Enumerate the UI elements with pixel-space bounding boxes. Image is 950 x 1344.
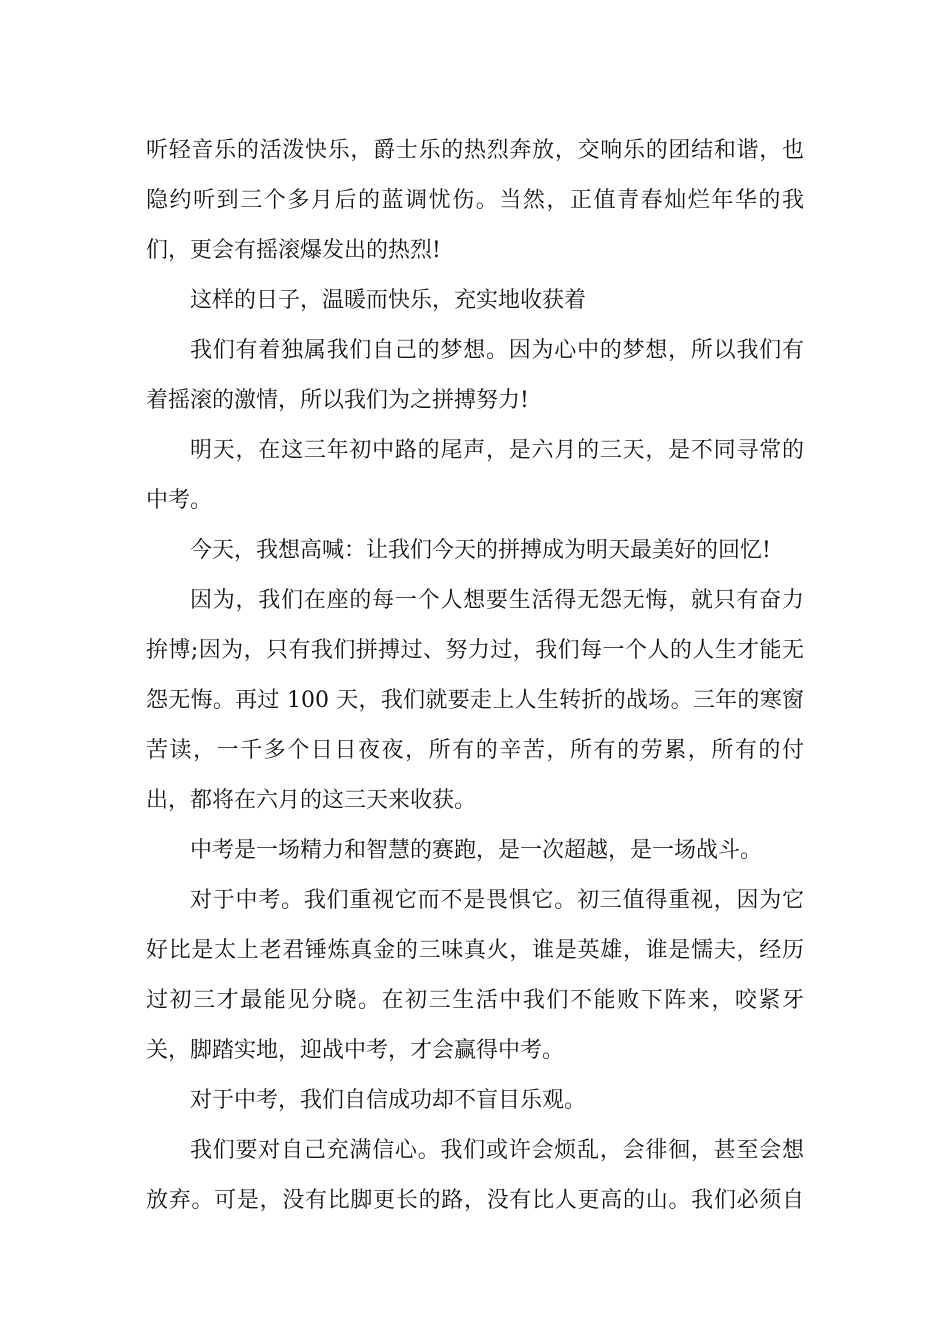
- paragraph-first-line: 我们有着独属我们自己的梦想。因为心中的梦想，所以我们有: [190, 338, 804, 363]
- text-line: 听轻音乐的活泼快乐，爵士乐的热烈奔放，交响乐的团结和谐，也: [146, 138, 804, 163]
- paragraph-first-line: 因为，我们在座的每一个人想要生活得无怨无悔，就只有奋力: [190, 588, 804, 613]
- text-line: 关，脚踏实地，迎战中考，才会赢得中考。: [146, 1038, 565, 1063]
- paragraph-first-line: 对于中考，我们自信成功却不盲目乐观。: [190, 1088, 587, 1113]
- paragraph-first-line: 我们要对自己充满信心。我们或许会烦乱，会徘徊，甚至会想: [190, 1138, 804, 1163]
- text-line: 拚博;因为，只有我们拼搏过、努力过，我们每一个人的人生才能无: [146, 638, 804, 663]
- text-line: 放弃。可是，没有比脚更长的路，没有比人更高的山。我们必须自: [146, 1188, 804, 1213]
- paragraph-first-line: 今天，我想高喊：让我们今天的拼搏成为明天最美好的回忆!: [190, 538, 771, 563]
- text-line: 过初三才最能见分晓。在初三生活中我们不能败下阵来，咬紧牙: [146, 988, 804, 1013]
- text-line: 苦读，一千多个日日夜夜，所有的辛苦，所有的劳累，所有的付: [146, 738, 804, 763]
- text-line: 怨无悔。再过 100 天，我们就要走上人生转折的战场。三年的寒窗: [146, 688, 804, 713]
- text-line: 着摇滚的激情，所以我们为之拼搏努力!: [146, 388, 529, 413]
- text-line: 隐约听到三个多月后的蓝调忧伤。当然，正值青春灿烂年华的我: [146, 188, 804, 213]
- text-line: 中考。: [146, 488, 213, 513]
- text-line: 好比是太上老君锤炼真金的三味真火，谁是英雄，谁是懦夫，经历: [146, 938, 804, 963]
- paragraph-first-line: 对于中考。我们重视它而不是畏惧它。初三值得重视，因为它: [190, 888, 804, 913]
- text-line: 们，更会有摇滚爆发出的热烈!: [146, 238, 441, 263]
- paragraph-first-line: 这样的日子，温暖而快乐，充实地收获着: [190, 288, 587, 313]
- paragraph-first-line: 中考是一场精力和智慧的赛跑，是一次超越，是一场战斗。: [190, 838, 763, 863]
- paragraph-first-line: 明天，在这三年初中路的尾声，是六月的三天，是不同寻常的: [190, 438, 804, 463]
- text-line: 出，都将在六月的这三天来收获。: [146, 788, 477, 813]
